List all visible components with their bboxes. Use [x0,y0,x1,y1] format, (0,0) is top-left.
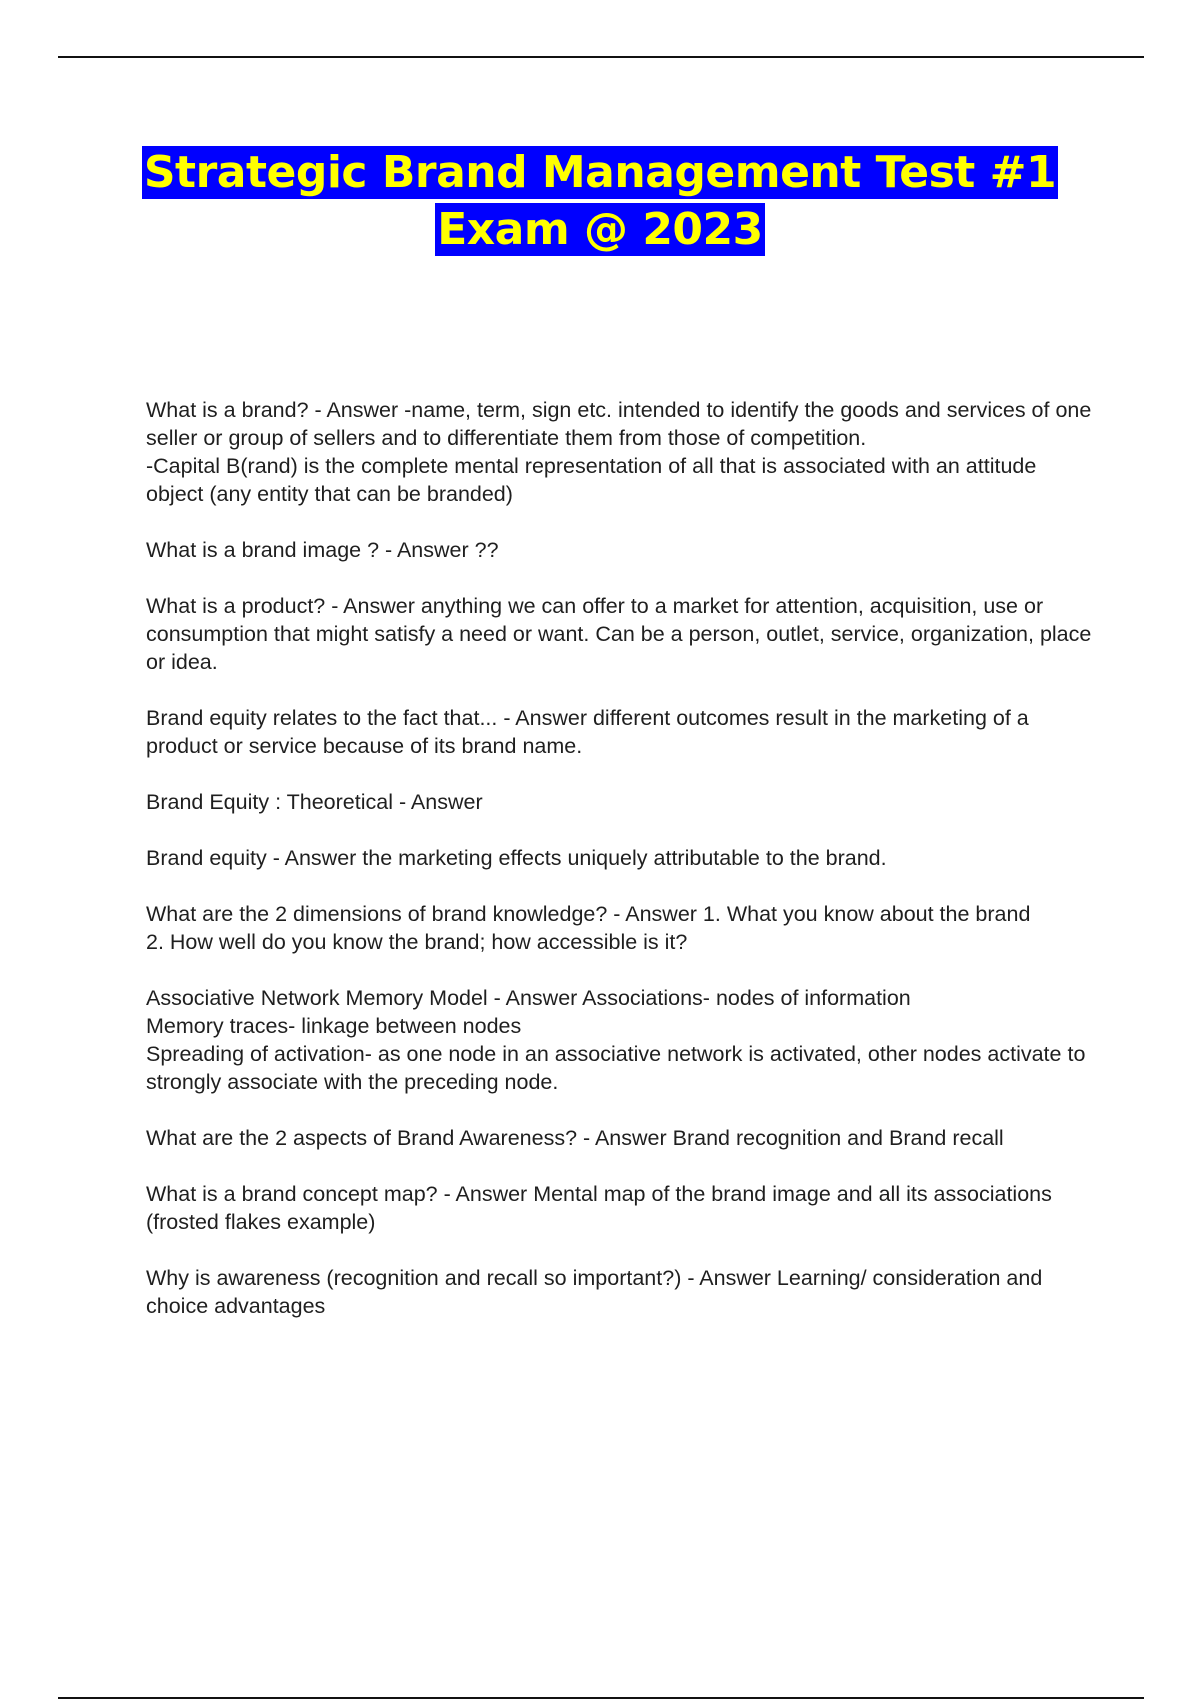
qa-line: Why is awareness (recognition and recall so important?) - Answer Learning/ consideration and choice advantages [146,1266,1043,1318]
qa-item-brand-equity [146,844,1096,872]
qa-item-brand-awareness [146,1124,1096,1152]
qa-line: Brand Equity : Theoretical - Answer [146,790,483,814]
qa-item-awareness-importance [146,1264,1096,1320]
qa-line: Brand equity relates to the fact that... - Answer different outcomes result in the marketing of a product or service because of its brand name. [146,706,1029,758]
qa-line: Spreading of activation- as one node in an associative network is activated, other nodes activate to strongly associate with the preceding node. [146,1042,1086,1094]
qa-line: Brand equity - Answer the marketing effects uniquely attributable to the brand. [146,846,887,870]
bottom-divider [58,1697,1144,1699]
qa-line: What are the 2 aspects of Brand Awareness? - Answer Brand recognition and Brand recall [146,1126,1004,1150]
qa-item-brand-concept-map [146,1180,1096,1236]
qa-line: What is a brand concept map? - Answer Mental map of the brand image and all its associations (frosted flakes example) [146,1182,1052,1234]
qa-item-product [146,592,1096,676]
qa-list [146,396,1096,1348]
title-line-1: Strategic Brand Management Test #1 [143,147,1057,198]
qa-line: What is a brand image ? - Answer ?? [146,538,499,562]
qa-line: -Capital B(rand) is the complete mental representation of all that is associated with an attitude object (any entity that can be branded) [146,454,1037,506]
top-divider [58,56,1144,58]
qa-item-what-is-a-brand [146,396,1096,508]
qa-item-brand-knowledge [146,900,1096,956]
qa-item-associative-network [146,984,1096,1096]
qa-item-brand-equity-theoretical [146,788,1096,816]
qa-line: 2. How well do you know the brand; how accessible is it? [146,930,688,954]
qa-item-brand-equity-relates [146,704,1096,760]
title-line-2: Exam @ 2023 [437,204,763,255]
qa-line: Associative Network Memory Model - Answer Associations- nodes of information [146,986,911,1010]
qa-line: Memory traces- linkage between nodes [146,1014,522,1038]
page-title [0,144,1200,258]
qa-line: What are the 2 dimensions of brand knowledge? - Answer 1. What you know about the brand [146,902,1031,926]
qa-item-brand-image [146,536,1096,564]
qa-line: What is a brand? - Answer -name, term, sign etc. intended to identify the goods and services of one seller or group of sellers and to differentiate them from those of competition. [146,398,1092,450]
qa-line: What is a product? - Answer anything we can offer to a market for attention, acquisition, use or consumption that might satisfy a need or want. Can be a person, outlet, service, organization, place or idea. [146,594,1092,674]
